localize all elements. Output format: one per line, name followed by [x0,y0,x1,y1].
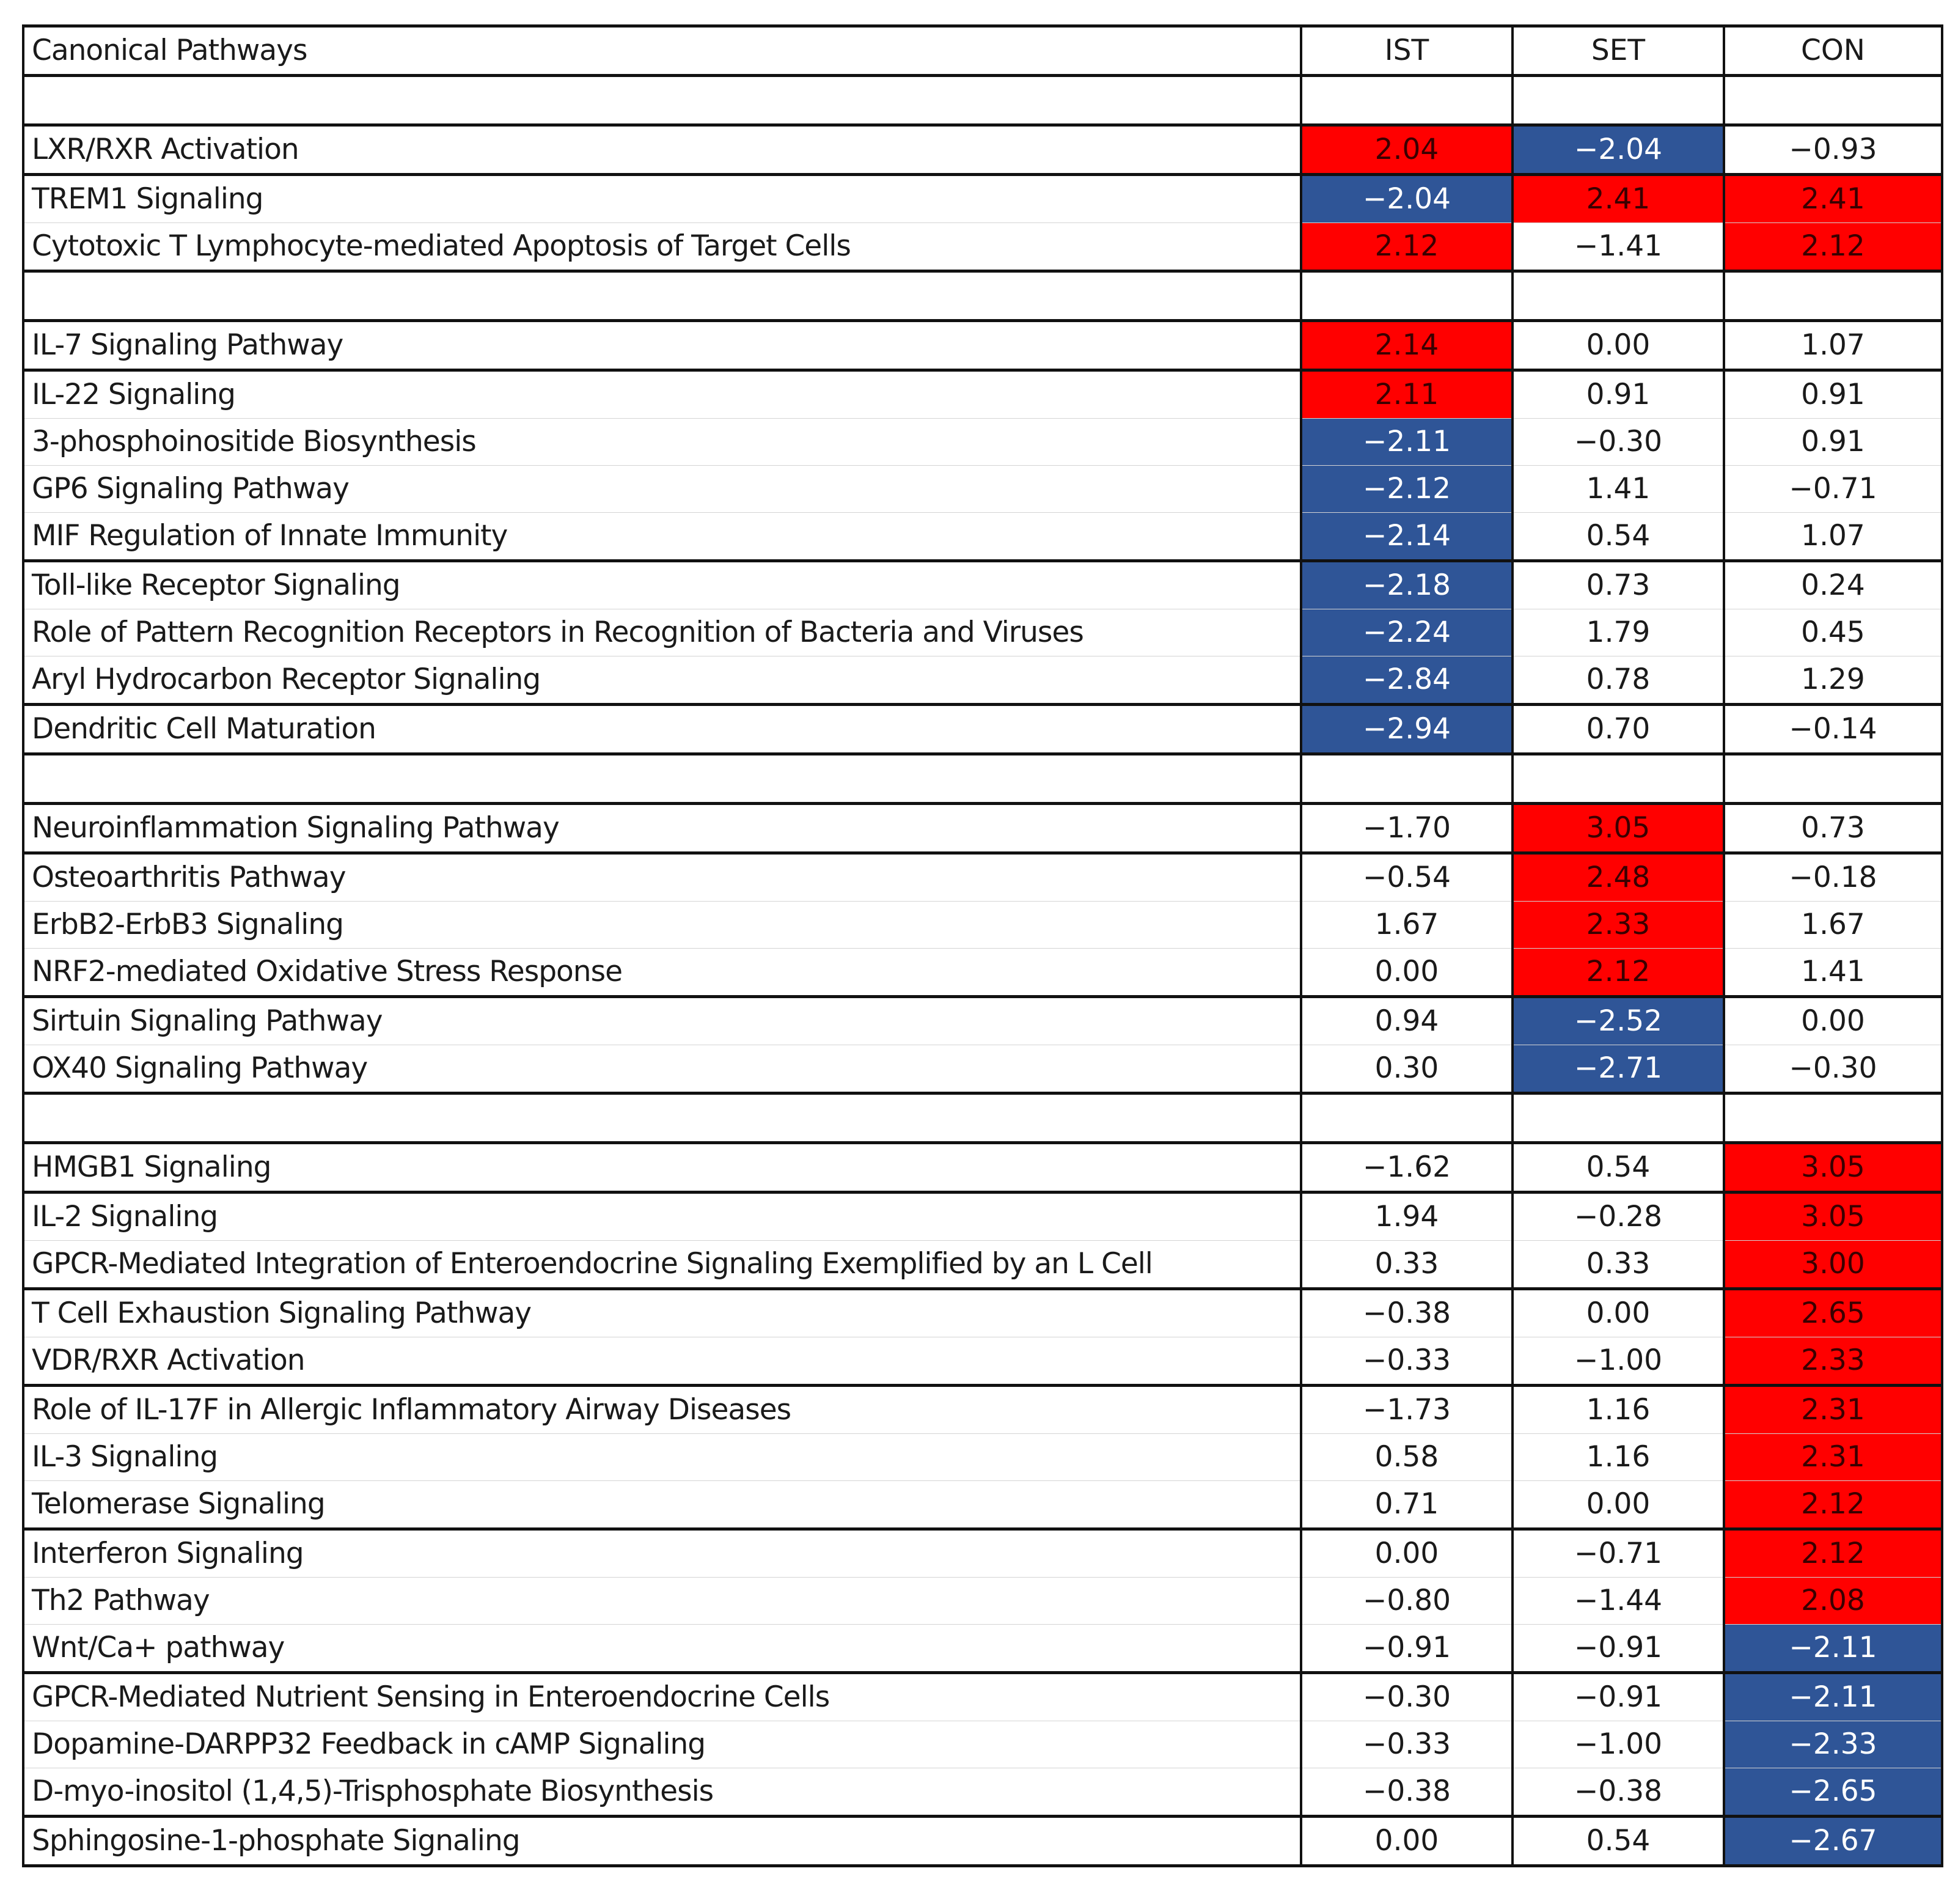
pathway-name: 3-phosphoinositide Biosynthesis [23,419,1301,466]
ist-value-cell: −2.24 [1301,609,1513,656]
con-value-cell: −2.33 [1724,1721,1942,1768]
con-value-cell: −0.30 [1724,1045,1942,1094]
con-value-cell: 2.31 [1724,1386,1942,1434]
table-row [23,1045,1942,1094]
set-value-cell: −1.44 [1513,1578,1724,1625]
header-row [23,26,1942,76]
table-row [23,997,1942,1045]
set-value-cell: 2.48 [1513,853,1724,902]
set-value-cell: 1.41 [1513,466,1724,513]
set-value-cell: 0.91 [1513,370,1724,419]
set-value-cell: −1.00 [1513,1337,1724,1386]
spacer-cell [1724,271,1942,321]
pathway-name: Cytotoxic T Lymphocyte-mediated Apoptosis of Target Cells [23,223,1301,271]
set-value-cell: 0.33 [1513,1241,1724,1289]
table-row [23,705,1942,754]
spacer-cell [1724,76,1942,125]
table-row [23,902,1942,949]
pathway-name: T Cell Exhaustion Signaling Pathway [23,1289,1301,1337]
ist-value-cell: 1.94 [1301,1193,1513,1241]
table-row [23,1529,1942,1578]
table-row [23,804,1942,853]
ist-value-cell: −0.91 [1301,1625,1513,1673]
section-spacer [23,754,1942,804]
spacer-cell [1513,271,1724,321]
table-row [23,1673,1942,1721]
table-row [23,125,1942,175]
con-value-cell: 0.45 [1724,609,1942,656]
spacer-cell [1724,754,1942,804]
ist-value-cell: 2.04 [1301,125,1513,175]
set-value-cell: −2.04 [1513,125,1724,175]
ist-value-cell: −2.12 [1301,466,1513,513]
ist-value-cell: −2.94 [1301,705,1513,754]
section-spacer [23,271,1942,321]
table-row [23,1817,1942,1866]
ist-value-cell: 0.33 [1301,1241,1513,1289]
table-row [23,321,1942,370]
set-value-cell: 0.54 [1513,1143,1724,1193]
ist-value-cell: −2.18 [1301,561,1513,609]
ist-value-cell: 0.71 [1301,1481,1513,1529]
ist-value-cell: 2.14 [1301,321,1513,370]
pathway-name: MIF Regulation of Innate Immunity [23,513,1301,561]
con-value-cell: 2.65 [1724,1289,1942,1337]
table-row [23,853,1942,902]
con-value-cell: −2.11 [1724,1673,1942,1721]
ist-value-cell: −0.80 [1301,1578,1513,1625]
set-value-cell: 3.05 [1513,804,1724,853]
con-value-cell: 0.00 [1724,997,1942,1045]
table-row [23,370,1942,419]
con-value-cell: −2.65 [1724,1768,1942,1817]
spacer-cell [23,1094,1301,1143]
set-value-cell: −1.41 [1513,223,1724,271]
ist-value-cell: 0.58 [1301,1434,1513,1481]
spacer-cell [1724,1094,1942,1143]
pathway-name: GPCR-Mediated Nutrient Sensing in Enteroendocrine Cells [23,1673,1301,1721]
ist-value-cell: −1.70 [1301,804,1513,853]
ist-value-cell: −0.38 [1301,1289,1513,1337]
ist-value-cell: 0.00 [1301,1529,1513,1578]
pathway-name: Dopamine-DARPP32 Feedback in cAMP Signaling [23,1721,1301,1768]
con-value-cell: 3.05 [1724,1193,1942,1241]
spacer-cell [1301,754,1513,804]
con-value-cell: 1.07 [1724,321,1942,370]
con-value-cell: 0.73 [1724,804,1942,853]
table-row [23,949,1942,997]
pathway-name: Dendritic Cell Maturation [23,705,1301,754]
table-row [23,1386,1942,1434]
pathway-name: IL-22 Signaling [23,370,1301,419]
header-con: CON [1724,26,1942,76]
table-row [23,175,1942,223]
table-row [23,466,1942,513]
pathway-name: Role of Pattern Recognition Receptors in Recognition of Bacteria and Viruses [23,609,1301,656]
ist-value-cell: 2.11 [1301,370,1513,419]
table-row [23,1241,1942,1289]
ist-value-cell: −2.14 [1301,513,1513,561]
pathway-name: Role of IL-17F in Allergic Inflammatory Airway Diseases [23,1386,1301,1434]
ist-value-cell: 0.00 [1301,949,1513,997]
table-row [23,513,1942,561]
pathway-name: VDR/RXR Activation [23,1337,1301,1386]
ist-value-cell: −2.84 [1301,656,1513,705]
con-value-cell: 1.07 [1724,513,1942,561]
ist-value-cell: −0.30 [1301,1673,1513,1721]
set-value-cell: 0.00 [1513,1481,1724,1529]
con-value-cell: 2.12 [1724,223,1942,271]
con-value-cell: −0.71 [1724,466,1942,513]
pathway-name: LXR/RXR Activation [23,125,1301,175]
set-value-cell: 1.16 [1513,1434,1724,1481]
set-value-cell: −2.71 [1513,1045,1724,1094]
table-row [23,223,1942,271]
con-value-cell: 2.41 [1724,175,1942,223]
pathway-name: Telomerase Signaling [23,1481,1301,1529]
table-row [23,1289,1942,1337]
pathway-table [22,24,1943,1867]
con-value-cell: 2.33 [1724,1337,1942,1386]
con-value-cell: 0.91 [1724,370,1942,419]
pathway-name: TREM1 Signaling [23,175,1301,223]
con-value-cell: −0.18 [1724,853,1942,902]
set-value-cell: 0.73 [1513,561,1724,609]
ist-value-cell: −2.04 [1301,175,1513,223]
pathway-name: Sphingosine-1-phosphate Signaling [23,1817,1301,1866]
set-value-cell: −0.91 [1513,1625,1724,1673]
con-value-cell: 2.31 [1724,1434,1942,1481]
set-value-cell: 2.12 [1513,949,1724,997]
con-value-cell: 2.12 [1724,1481,1942,1529]
table-row [23,1143,1942,1193]
pathway-name: IL-7 Signaling Pathway [23,321,1301,370]
table-row [23,1193,1942,1241]
ist-value-cell: 1.67 [1301,902,1513,949]
set-value-cell: 0.00 [1513,1289,1724,1337]
pathway-name: IL-2 Signaling [23,1193,1301,1241]
spacer-cell [23,76,1301,125]
pathway-name: NRF2-mediated Oxidative Stress Response [23,949,1301,997]
con-value-cell: 1.67 [1724,902,1942,949]
spacer-cell [1301,271,1513,321]
ist-value-cell: −2.11 [1301,419,1513,466]
pathway-name: Wnt/Ca+ pathway [23,1625,1301,1673]
table-row [23,1625,1942,1673]
set-value-cell: 0.00 [1513,321,1724,370]
spacer-cell [1301,1094,1513,1143]
ist-value-cell: −1.73 [1301,1386,1513,1434]
spacer-cell [1513,76,1724,125]
set-value-cell: −0.91 [1513,1673,1724,1721]
con-value-cell: 1.29 [1724,656,1942,705]
table-row [23,1434,1942,1481]
con-value-cell: 2.08 [1724,1578,1942,1625]
set-value-cell: −1.00 [1513,1721,1724,1768]
ist-value-cell: 0.00 [1301,1817,1513,1866]
pathway-name: Neuroinflammation Signaling Pathway [23,804,1301,853]
con-value-cell: −2.67 [1724,1817,1942,1866]
con-value-cell: 0.24 [1724,561,1942,609]
pathway-name: HMGB1 Signaling [23,1143,1301,1193]
con-value-cell: −2.11 [1724,1625,1942,1673]
pathway-name: Sirtuin Signaling Pathway [23,997,1301,1045]
ist-value-cell: 2.12 [1301,223,1513,271]
pathway-name: Osteoarthritis Pathway [23,853,1301,902]
ist-value-cell: −0.38 [1301,1768,1513,1817]
con-value-cell: 2.12 [1724,1529,1942,1578]
ist-value-cell: −0.33 [1301,1721,1513,1768]
header-set: SET [1513,26,1724,76]
table-row [23,419,1942,466]
spacer-cell [23,271,1301,321]
set-value-cell: 2.33 [1513,902,1724,949]
table-row [23,656,1942,705]
pathway-name: IL-3 Signaling [23,1434,1301,1481]
section-spacer [23,1094,1942,1143]
header-pathways: Canonical Pathways [23,26,1301,76]
con-value-cell: 3.05 [1724,1143,1942,1193]
pathway-name: GP6 Signaling Pathway [23,466,1301,513]
set-value-cell: 1.16 [1513,1386,1724,1434]
pathway-name: Toll-like Receptor Signaling [23,561,1301,609]
table-row [23,1337,1942,1386]
pathway-name: GPCR-Mediated Integration of Enteroendocrine Signaling Exemplified by an L Cell [23,1241,1301,1289]
ist-value-cell: 0.94 [1301,997,1513,1045]
pathway-name: Th2 Pathway [23,1578,1301,1625]
spacer-cell [1513,1094,1724,1143]
con-value-cell: 3.00 [1724,1241,1942,1289]
set-value-cell: −0.38 [1513,1768,1724,1817]
ist-value-cell: −0.54 [1301,853,1513,902]
set-value-cell: 2.41 [1513,175,1724,223]
set-value-cell: 0.54 [1513,1817,1724,1866]
pathway-name: D-myo-inositol (1,4,5)-Trisphosphate Biosynthesis [23,1768,1301,1817]
con-value-cell: −0.14 [1724,705,1942,754]
ist-value-cell: −1.62 [1301,1143,1513,1193]
section-spacer [23,76,1942,125]
pathway-name: OX40 Signaling Pathway [23,1045,1301,1094]
ist-value-cell: 0.30 [1301,1045,1513,1094]
set-value-cell: 0.54 [1513,513,1724,561]
spacer-cell [23,754,1301,804]
set-value-cell: 1.79 [1513,609,1724,656]
set-value-cell: −0.71 [1513,1529,1724,1578]
table-row [23,561,1942,609]
pathway-name: Aryl Hydrocarbon Receptor Signaling [23,656,1301,705]
set-value-cell: 0.70 [1513,705,1724,754]
set-value-cell: −2.52 [1513,997,1724,1045]
set-value-cell: −0.30 [1513,419,1724,466]
pathway-name: ErbB2-ErbB3 Signaling [23,902,1301,949]
pathway-name: Interferon Signaling [23,1529,1301,1578]
table-row [23,1721,1942,1768]
set-value-cell: 0.78 [1513,656,1724,705]
spacer-cell [1513,754,1724,804]
con-value-cell: −0.93 [1724,125,1942,175]
table-row [23,1481,1942,1529]
header-ist: IST [1301,26,1513,76]
table-row [23,1768,1942,1817]
spacer-cell [1301,76,1513,125]
set-value-cell: −0.28 [1513,1193,1724,1241]
table-row [23,609,1942,656]
con-value-cell: 1.41 [1724,949,1942,997]
ist-value-cell: −0.33 [1301,1337,1513,1386]
table-row [23,1578,1942,1625]
con-value-cell: 0.91 [1724,419,1942,466]
